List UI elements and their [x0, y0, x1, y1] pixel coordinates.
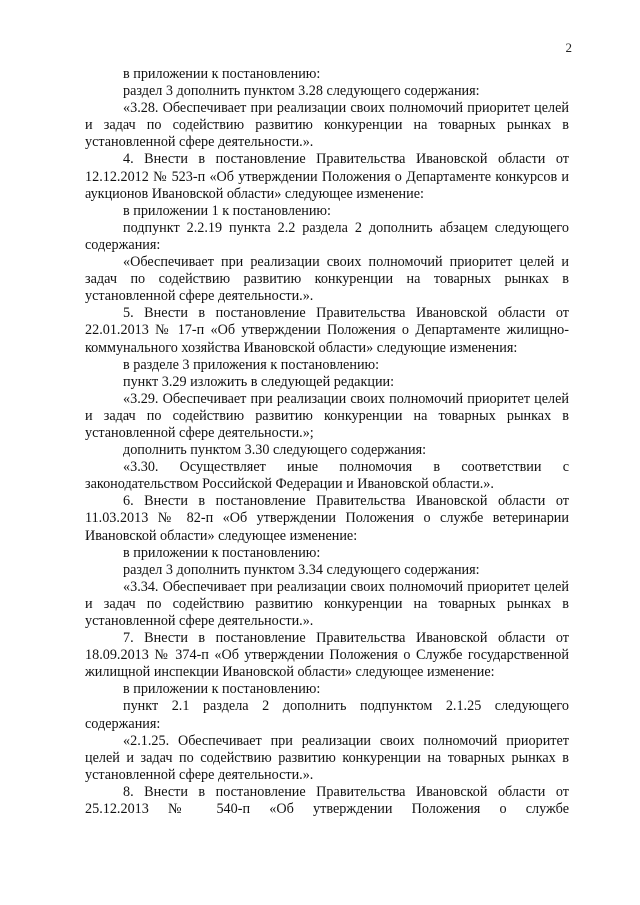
- paragraph: «3.30. Осуществляет иные полномочия в соответствии с законодательством Российской Федерации и Ивановской области.».: [85, 459, 569, 493]
- paragraph: в приложении к постановлению:: [123, 544, 321, 561]
- paragraph: в разделе 3 приложения к постановлению:: [123, 356, 380, 373]
- paragraph: в приложении к постановлению:: [123, 66, 321, 82]
- paragraph: «Обеспечивает при реализации своих полномочий приоритет целей и задач по содействию развитию конкуренции на товарных рынках в установленной сфере деятельности.».: [85, 254, 569, 305]
- paragraph: в приложении 1 к постановлению:: [123, 202, 331, 219]
- paragraph: «3.29. Обеспечивает при реализации своих полномочий приоритет целей и задач по содействию развитию конкуренции на товарных рынках в установленной сфере деятельности.»;: [85, 390, 569, 441]
- paragraph: «2.1.25. Обеспечивает при реализации своих полномочий приоритет целей и задач по содействию развитию конкуренции на товарных рынках в установленной сфере деятельности.».: [85, 732, 569, 783]
- page-number: 2: [565, 40, 572, 55]
- paragraph: 4. Внести в постановление Правительства Ивановской области от 12.12.2012 № 523-п «Об утверждении Положения о Департаменте конкурсов и аукционов Ивановской области» следующее изменение:: [85, 151, 569, 202]
- paragraph: 6. Внести в постановление Правительства Ивановской области от 11.03.2013 № 82-п «Об утверждении Положения о службе ветеринарии Ивановской области» следующее изменение:: [85, 493, 569, 544]
- paragraph: 5. Внести в постановление Правительства Ивановской области от 22.01.2013 № 17-п «Об утверждении Положения о Департаменте жилищно-коммунального хозяйства Ивановской области» следующие изменения:: [85, 305, 569, 356]
- paragraph: подпункт 2.2.19 пункта 2.2 раздела 2 дополнить абзацем следующего содержания:: [85, 219, 569, 253]
- paragraph: «3.28. Обеспечивает при реализации своих полномочий приоритет целей и задач по содействию развитию конкуренции на товарных рынках в установленной сфере деятельности.».: [85, 100, 569, 151]
- document-body: [85, 66, 569, 818]
- paragraph: пункт 2.1 раздела 2 дополнить подпунктом 2.1.25 следующего содержания:: [85, 698, 569, 732]
- paragraph: в приложении к постановлению:: [123, 681, 321, 698]
- paragraph: дополнить пунктом 3.30 следующего содержания:: [123, 442, 427, 459]
- paragraph: 8. Внести в постановление Правительства Ивановской области от 25.12.2013 № 540-п «Об утверждении Положения о службе: [85, 783, 569, 818]
- paragraph: пункт 3.29 изложить в следующей редакции:: [123, 373, 395, 390]
- paragraph: раздел 3 дополнить пунктом 3.34 следующего содержания:: [123, 561, 480, 578]
- paragraph: 7. Внести в постановление Правительства Ивановской области от 18.09.2013 № 374-п «Об утверждении Положения о Службе государственной жилищной инспекции Ивановской области» следующее изменение:: [85, 630, 569, 681]
- paragraph: раздел 3 дополнить пунктом 3.28 следующего содержания:: [123, 83, 480, 100]
- paragraph: «3.34. Обеспечивает при реализации своих полномочий приоритет целей и задач по содействию развитию конкуренции на товарных рынках в установленной сфере деятельности.».: [85, 578, 569, 629]
